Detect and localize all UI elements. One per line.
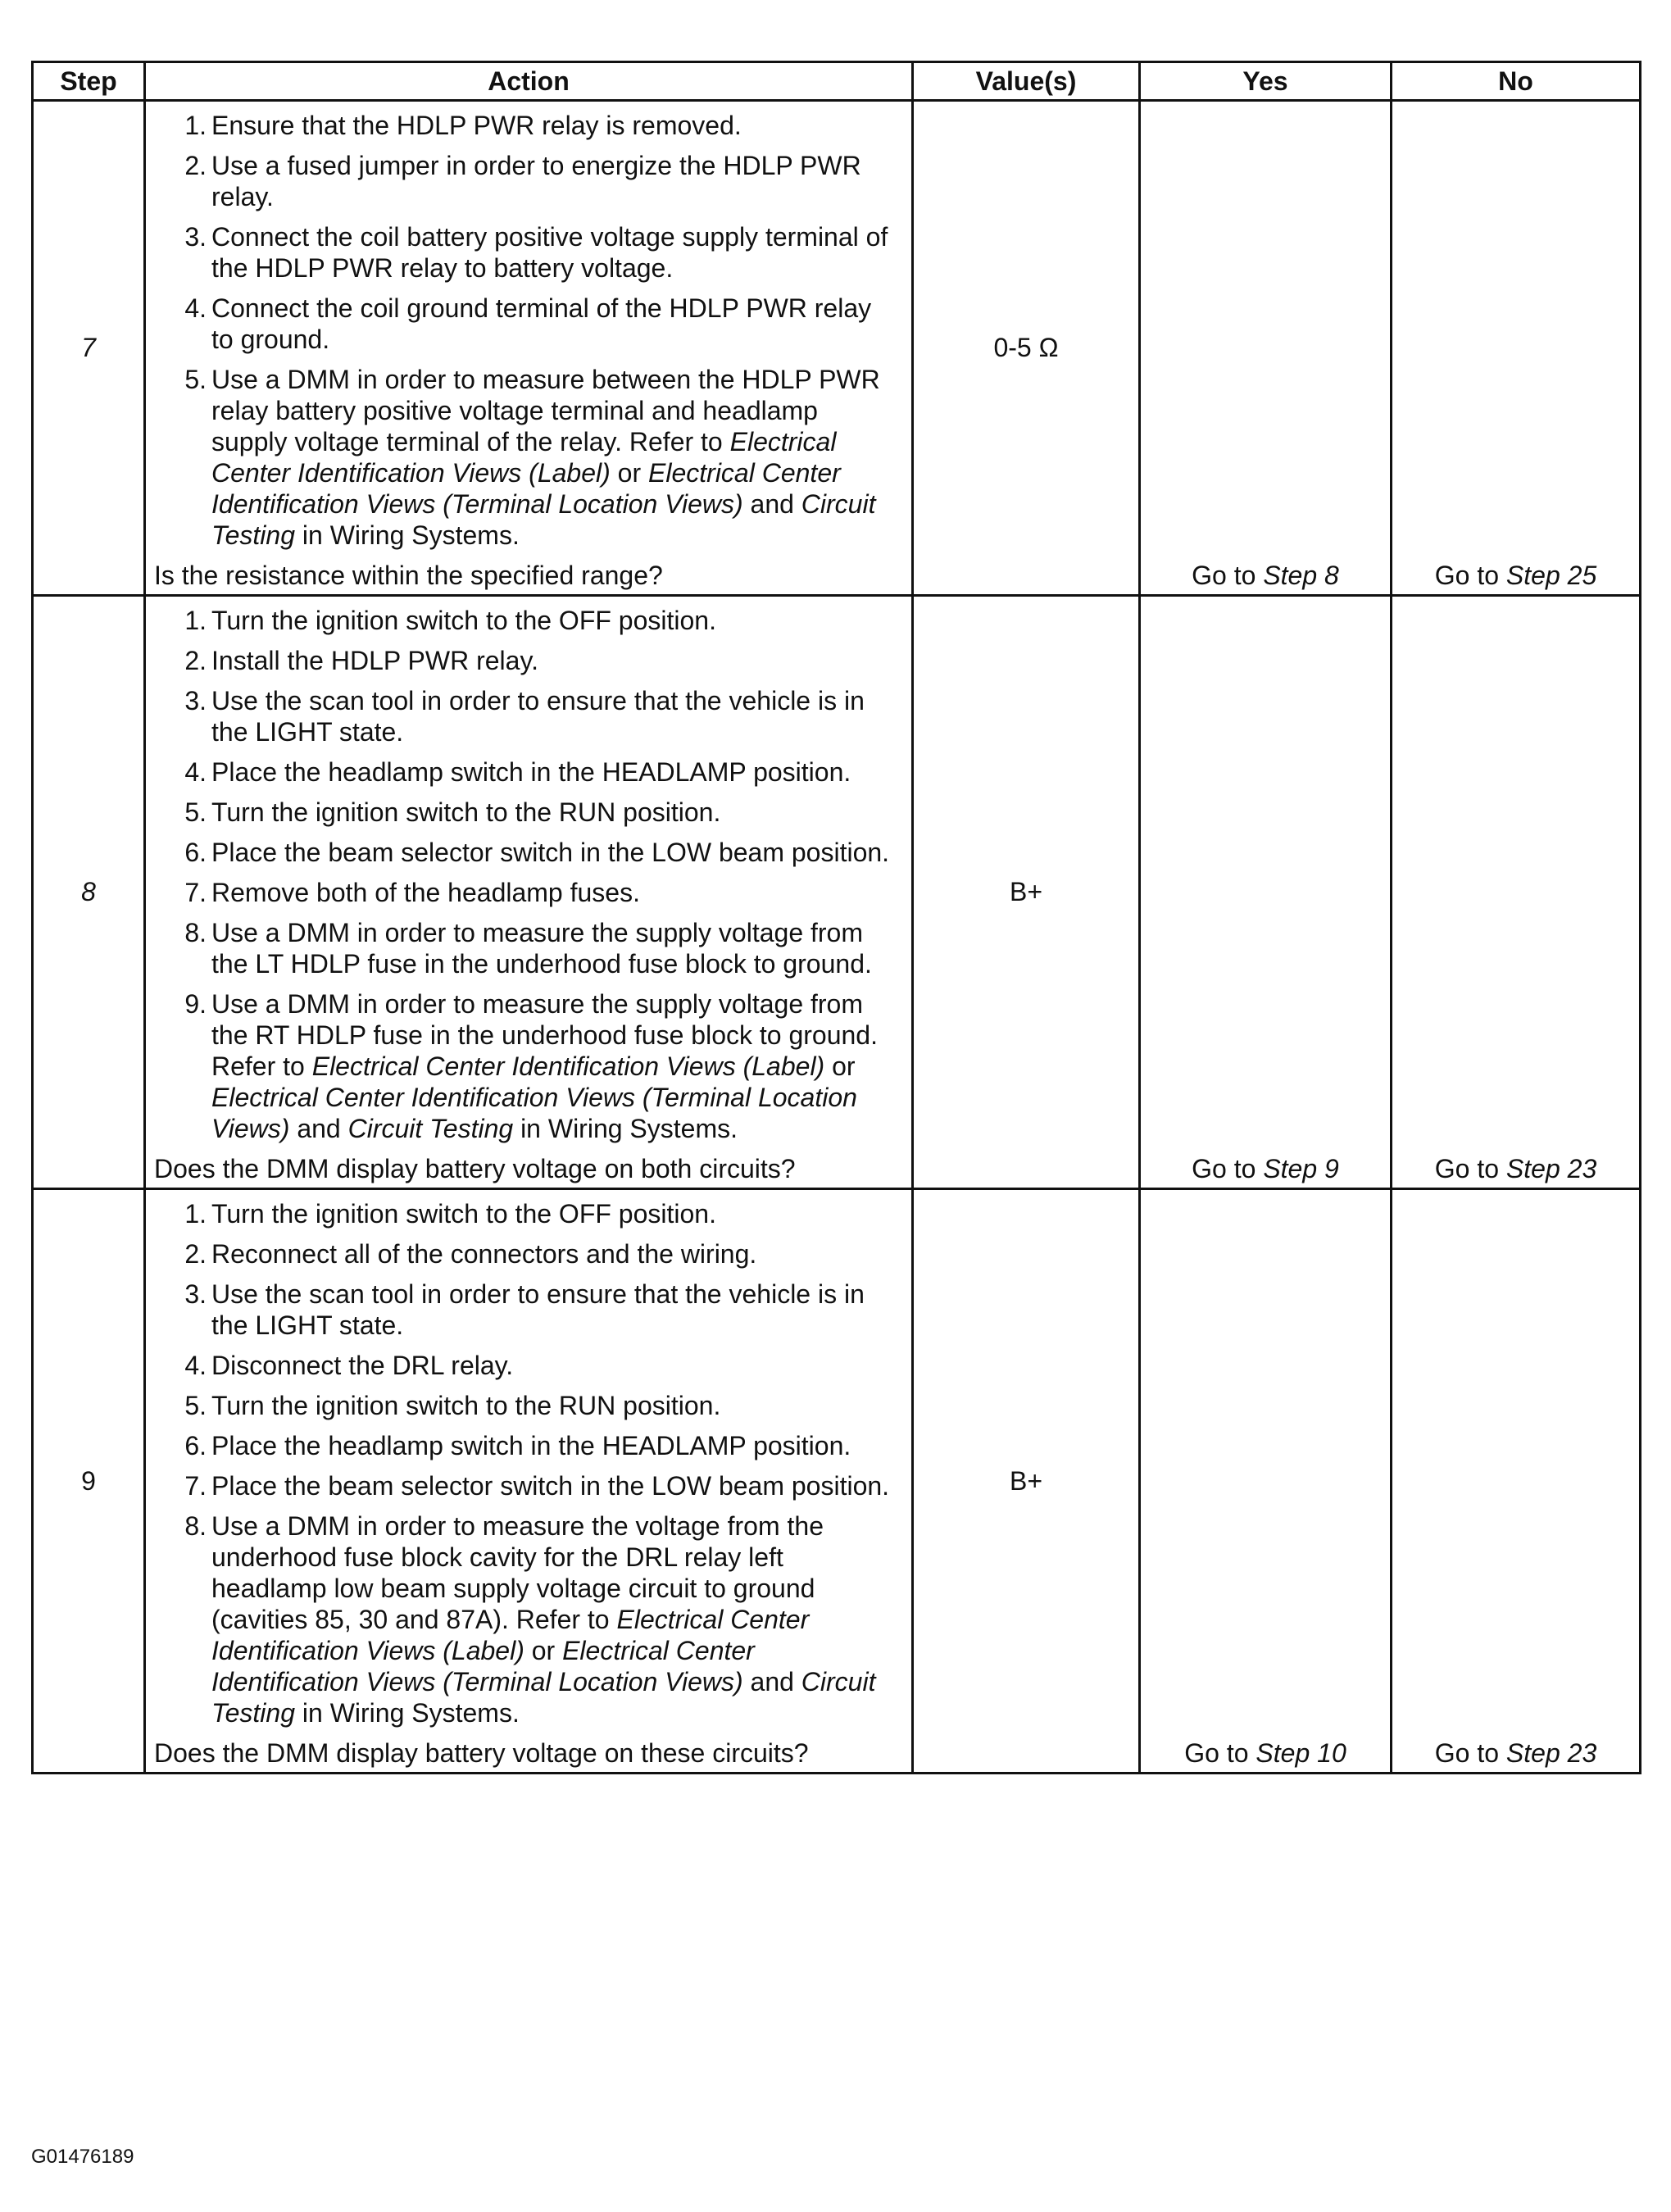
reference-text: Electrical Center Identification Views (Label) (211, 427, 837, 488)
action-step-number: 4. (184, 293, 207, 323)
yes-step-ref: Step 10 (1256, 1738, 1346, 1768)
no-cell (1392, 1189, 1641, 1774)
action-text: Use the scan tool in order to ensure that the vehicle is in the LIGHT state. (211, 1279, 865, 1340)
no-prefix: Go to (1434, 1738, 1506, 1768)
step-row (33, 1189, 1641, 1774)
action-text: Turn the ignition switch to the RUN position. (211, 797, 721, 827)
action-step (182, 1238, 900, 1270)
header-step: Step (33, 62, 145, 101)
no-step-ref: Step 23 (1505, 1154, 1597, 1183)
figure-id: G01476189 (31, 2146, 134, 2168)
action-steps-list (156, 1198, 900, 1728)
action-step (182, 1279, 900, 1341)
no-step-ref: Step 25 (1505, 561, 1597, 590)
action-step-number: 2. (184, 1239, 207, 1269)
action-text: Connect the coil battery positive voltage supply terminal of the HDLP PWR relay to battery voltage. (211, 222, 888, 283)
action-text: Turn the ignition switch to the RUN position. (211, 1391, 721, 1420)
action-step-number: 7. (184, 1471, 207, 1501)
action-text: or (524, 1636, 563, 1665)
action-steps-list (156, 110, 900, 551)
action-text: and (742, 489, 801, 519)
yes-prefix: Go to (1192, 561, 1264, 590)
yes-prefix: Go to (1184, 1738, 1256, 1768)
action-question: Does the DMM display battery voltage on these circuits? (154, 1738, 809, 1768)
action-text: Disconnect the DRL relay. (211, 1351, 514, 1380)
action-step (182, 756, 900, 788)
reference-text: Electrical Center Identification Views (Terminal Location Views) (211, 1083, 857, 1143)
action-text: Use a DMM in order to measure between the HDLP PWR relay battery positive voltage terminal and headlamp supply voltage terminal of the relay. Refer to (211, 365, 880, 456)
step-number: 9 (33, 1189, 145, 1774)
action-steps-list (156, 605, 900, 1144)
reference-text: Electrical Center Identification Views (Terminal Location Views) (211, 458, 841, 519)
yes-cell (1140, 596, 1392, 1189)
action-step (182, 221, 900, 284)
action-text: Use a DMM in order to measure the supply voltage from the RT HDLP fuse in the underhood fuse block to ground. Refer to (211, 989, 878, 1081)
action-text: Use a fused jumper in order to energize the HDLP PWR relay. (211, 151, 861, 211)
step-number: 7 (33, 101, 145, 596)
reference-text: Electrical Center Identification Views (Label) (211, 1605, 810, 1665)
yes-cell (1140, 1189, 1392, 1774)
action-step-number: 2. (184, 151, 207, 180)
action-step (182, 605, 900, 636)
action-step (182, 150, 900, 212)
action-cell (145, 596, 913, 1189)
action-step-number: 6. (184, 1431, 207, 1460)
action-step-number: 9. (184, 989, 207, 1019)
action-step-number: 8. (184, 918, 207, 947)
action-step (182, 1430, 900, 1461)
action-text: Place the headlamp switch in the HEADLAMP position. (211, 757, 851, 787)
action-step-number: 7. (184, 878, 207, 907)
action-step (182, 293, 900, 355)
yes-cell (1140, 101, 1392, 596)
diagnostic-table (31, 61, 1641, 1774)
action-step (182, 797, 900, 828)
action-step (182, 1470, 900, 1501)
action-step (182, 1510, 900, 1728)
action-text: Place the headlamp switch in the HEADLAMP position. (211, 1431, 851, 1460)
step-number: 8 (33, 596, 145, 1189)
header-yes: Yes (1140, 62, 1392, 101)
action-cell (145, 1189, 913, 1774)
action-step (182, 364, 900, 551)
action-step (182, 1390, 900, 1421)
action-step-number: 1. (184, 606, 207, 635)
no-prefix: Go to (1434, 561, 1506, 590)
action-text: Ensure that the HDLP PWR relay is removed. (211, 111, 742, 140)
action-text: Use the scan tool in order to ensure that the vehicle is in the LIGHT state. (211, 686, 865, 747)
action-text: or (610, 458, 649, 488)
action-text: in Wiring Systems. (295, 520, 520, 550)
yes-step-ref: Step 9 (1263, 1154, 1339, 1183)
action-step (182, 1198, 900, 1229)
reference-text: Electrical Center Identification Views (Label) (311, 1051, 825, 1081)
action-step (182, 988, 900, 1144)
action-step-number: 1. (184, 1199, 207, 1229)
no-cell (1392, 101, 1641, 596)
action-text: and (289, 1114, 348, 1143)
step-row (33, 101, 1641, 596)
action-step-number: 5. (184, 365, 207, 394)
action-text: in Wiring Systems. (513, 1114, 738, 1143)
header-values: Value(s) (913, 62, 1140, 101)
value-cell: B+ (913, 1189, 1140, 1774)
value-cell: B+ (913, 596, 1140, 1189)
action-step-number: 4. (184, 1351, 207, 1380)
reference-text: Circuit Testing (211, 1667, 876, 1728)
action-question: Does the DMM display battery voltage on both circuits? (154, 1154, 796, 1183)
action-step-number: 8. (184, 1511, 207, 1541)
action-text: or (824, 1051, 856, 1081)
action-step (182, 877, 900, 908)
no-prefix: Go to (1434, 1154, 1506, 1183)
action-step (182, 1350, 900, 1381)
reference-text: Electrical Center Identification Views (Terminal Location Views) (211, 1636, 755, 1696)
no-step-ref: Step 23 (1505, 1738, 1597, 1768)
action-step (182, 685, 900, 747)
action-text: Turn the ignition switch to the OFF position. (211, 1199, 716, 1229)
action-text: Turn the ignition switch to the OFF position. (211, 606, 716, 635)
action-text: Connect the coil ground terminal of the HDLP PWR relay to ground. (211, 293, 872, 354)
header-no: No (1392, 62, 1641, 101)
action-text: in Wiring Systems. (295, 1698, 520, 1728)
action-text: Place the beam selector switch in the LOW beam position. (211, 838, 890, 867)
action-step-number: 5. (184, 797, 207, 827)
action-text: Use a DMM in order to measure the voltage from the underhood fuse block cavity for the DRL relay left headlamp low beam supply voltage circuit to ground (cavities 85, 30 and 87A). Refer to (211, 1511, 824, 1634)
action-step (182, 837, 900, 868)
reference-text: Circuit Testing (211, 489, 876, 550)
action-step-number: 6. (184, 838, 207, 867)
header-row (33, 62, 1641, 101)
action-step-number: 5. (184, 1391, 207, 1420)
action-step-number: 3. (184, 222, 207, 252)
action-step-number: 1. (184, 111, 207, 140)
action-text: and (742, 1667, 801, 1696)
value-cell: 0-5 Ω (913, 101, 1140, 596)
action-step (182, 645, 900, 676)
action-cell (145, 101, 913, 596)
action-text: Use a DMM in order to measure the supply voltage from the LT HDLP fuse in the underhood fuse block to ground. (211, 918, 872, 979)
reference-text: Circuit Testing (347, 1114, 514, 1143)
action-text: Remove both of the headlamp fuses. (211, 878, 640, 907)
action-step-number: 3. (184, 686, 207, 715)
action-text: Reconnect all of the connectors and the wiring. (211, 1239, 757, 1269)
action-question: Is the resistance within the specified range? (154, 561, 663, 590)
action-text: Install the HDLP PWR relay. (211, 646, 538, 675)
yes-prefix: Go to (1192, 1154, 1264, 1183)
header-action: Action (145, 62, 913, 101)
action-step (182, 917, 900, 979)
step-row (33, 596, 1641, 1189)
action-step-number: 3. (184, 1279, 207, 1309)
action-text: Place the beam selector switch in the LOW beam position. (211, 1471, 890, 1501)
action-step-number: 2. (184, 646, 207, 675)
action-step-number: 4. (184, 757, 207, 787)
action-step (182, 110, 900, 141)
no-cell (1392, 596, 1641, 1189)
yes-step-ref: Step 8 (1263, 561, 1339, 590)
